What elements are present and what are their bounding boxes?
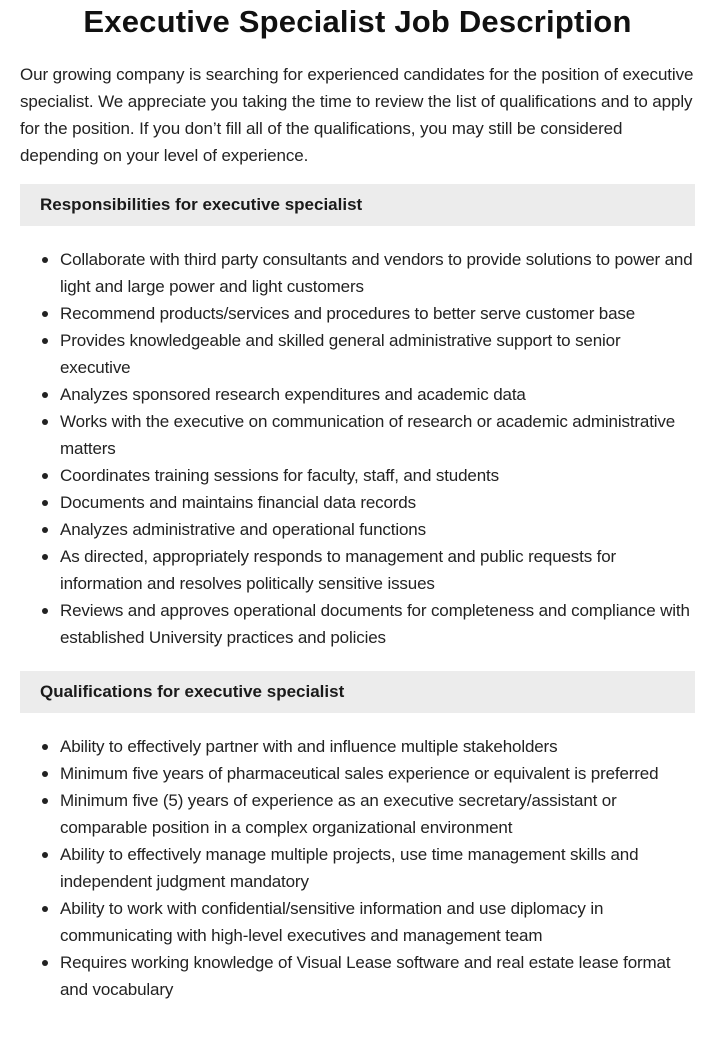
responsibility-item: [60, 381, 695, 408]
qualification-item: [60, 841, 695, 895]
bullet-icon: [42, 906, 48, 912]
responsibility-item-text: Works with the executive on communication of research or academic administrative matters: [60, 412, 676, 458]
responsibility-item: [60, 246, 695, 300]
bullet-icon: [42, 771, 48, 777]
bullet-icon: [42, 419, 48, 425]
responsibility-item-text: Collaborate with third party consultants and vendors to provide solutions to power and light and large power and light customers: [60, 250, 693, 296]
qualifications-header: Qualifications for executive specialist: [20, 671, 695, 713]
responsibility-item-text: Reviews and approves operational documents for completeness and compliance with established University practices and policies: [60, 601, 690, 647]
responsibility-item-text: Provides knowledgeable and skilled general administrative support to senior executive: [60, 331, 621, 377]
bullet-icon: [42, 473, 48, 479]
qualification-item: [60, 787, 695, 841]
qualification-item-text: Minimum five years of pharmaceutical sales experience or equivalent is preferred: [60, 764, 659, 783]
bullet-icon: [42, 392, 48, 398]
responsibility-item: [60, 300, 695, 327]
responsibilities-header: Responsibilities for executive specialist: [20, 184, 695, 226]
qualification-item: [60, 733, 695, 760]
qualification-item-text: Ability to effectively manage multiple projects, use time management skills and independent judgment mandatory: [60, 845, 639, 891]
responsibility-item: [60, 597, 695, 651]
qualifications-list: [20, 733, 695, 1003]
qualification-item-text: Ability to effectively partner with and influence multiple stakeholders: [60, 737, 558, 756]
qualification-item-text: Minimum five (5) years of experience as an executive secretary/assistant or comparable position in a complex organizational environment: [60, 791, 617, 837]
bullet-icon: [42, 744, 48, 750]
responsibility-item-text: Analyzes sponsored research expenditures and academic data: [60, 385, 526, 404]
bullet-icon: [42, 527, 48, 533]
bullet-icon: [42, 960, 48, 966]
responsibility-item-text: Documents and maintains financial data records: [60, 493, 416, 512]
responsibility-item: [60, 462, 695, 489]
responsibility-item: [60, 327, 695, 381]
responsibility-item-text: As directed, appropriately responds to management and public requests for information and resolves politically sensitive issues: [60, 547, 617, 593]
responsibility-item-text: Analyzes administrative and operational functions: [60, 520, 426, 539]
responsibilities-list: [20, 246, 695, 651]
responsibility-item-text: Coordinates training sessions for faculty, staff, and students: [60, 466, 499, 485]
bullet-icon: [42, 500, 48, 506]
bullet-icon: [42, 798, 48, 804]
responsibility-item: [60, 489, 695, 516]
intro-paragraph: Our growing company is searching for experienced candidates for the position of executive specialist. We appreciate you taking the time to review the list of qualifications and to apply for the position. If you don’t fill all of the qualifications, you may still be considered depending on your level of experience.: [20, 65, 694, 165]
page-title: Executive Specialist Job Description: [83, 4, 632, 39]
qualification-item-text: Ability to work with confidential/sensitive information and use diplomacy in communicating with high-level executives and management team: [60, 899, 604, 945]
qualification-item: [60, 760, 695, 787]
bullet-icon: [42, 554, 48, 560]
qualification-item-text: Requires working knowledge of Visual Lease software and real estate lease format and vocabulary: [60, 953, 671, 999]
responsibility-item: [60, 516, 695, 543]
bullet-icon: [42, 852, 48, 858]
bullet-icon: [42, 338, 48, 344]
responsibility-item-text: Recommend products/services and procedures to better serve customer base: [60, 304, 636, 323]
responsibility-item: [60, 408, 695, 462]
bullet-icon: [42, 257, 48, 263]
responsibility-item: [60, 543, 695, 597]
qualification-item: [60, 949, 695, 1003]
bullet-icon: [42, 608, 48, 614]
qualification-item: [60, 895, 695, 949]
bullet-icon: [42, 311, 48, 317]
